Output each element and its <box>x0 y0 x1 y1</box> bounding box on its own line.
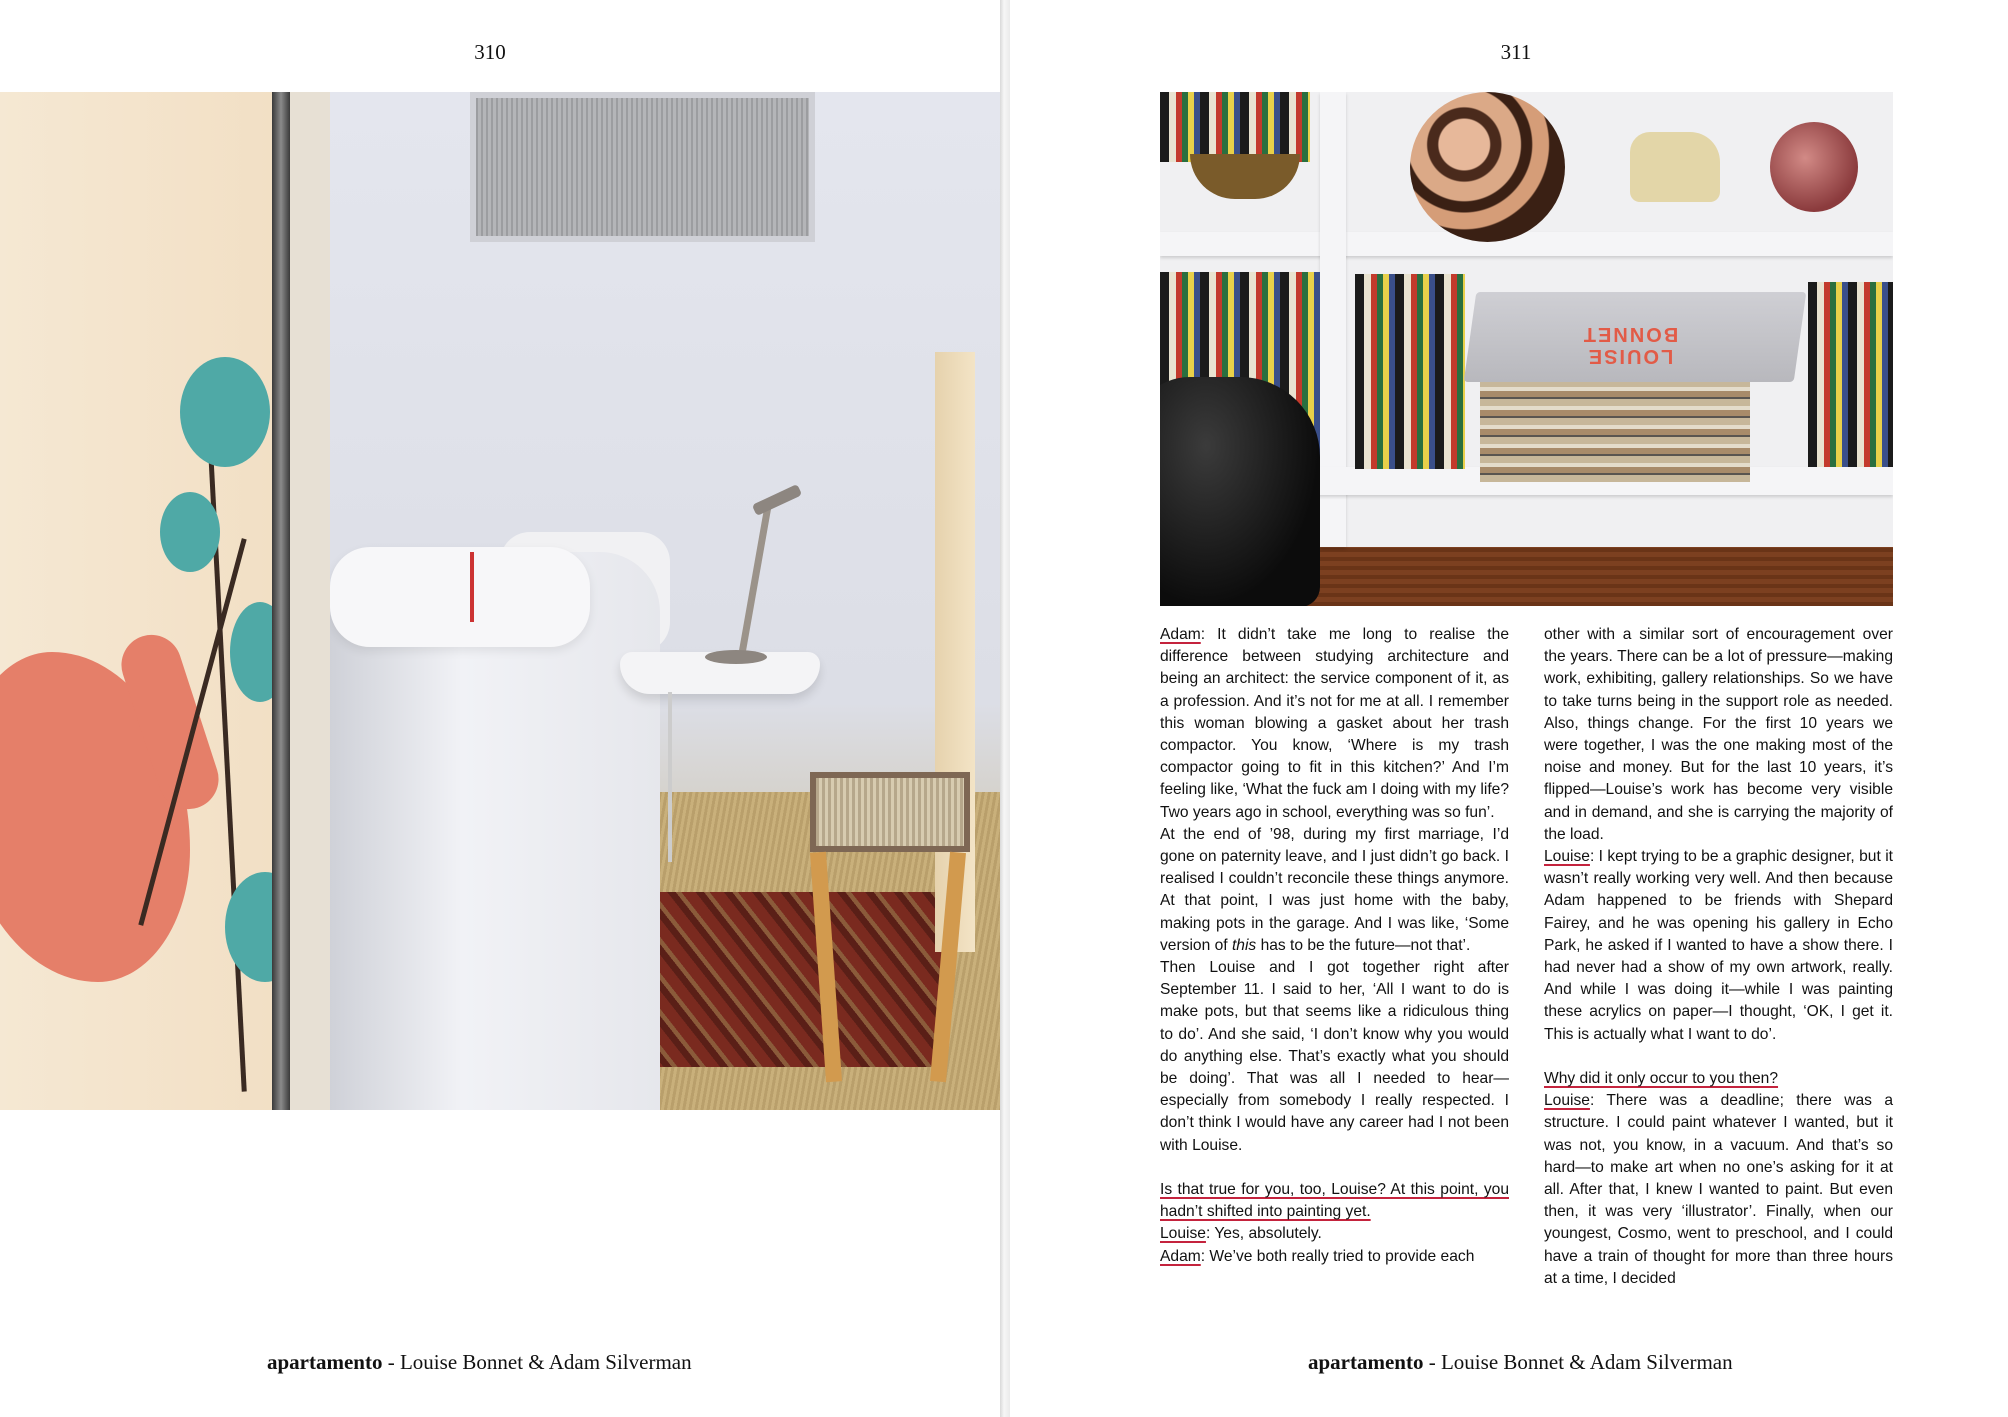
question <box>1160 1179 1509 1223</box>
page-number-left: 310 <box>474 40 506 64</box>
book-row <box>1160 92 1310 162</box>
screen-edge <box>290 92 330 1110</box>
desk-lamp <box>739 503 772 652</box>
paragraph: Then Louise and I got together right after September 11. I said to her, ‘All I want to do is make pots, but that seems like a ridiculous thing to do’. And she said, ‘I don’t know why you would do anything else. That’s exactly what you should be doing’. That was all I needed to hear—especially from somebody I really respected. I don’t think I would have any career had I not been with Louise. <box>1160 959 1509 1154</box>
footer-magazine: apartamento <box>1308 1350 1424 1374</box>
answer-text: : We’ve both really tried to provide each <box>1200 1247 1475 1265</box>
ceramic-globe <box>1410 92 1565 242</box>
paragraph <box>1160 1246 1509 1268</box>
paragraph <box>1160 624 1509 824</box>
answer-text: : I kept trying to be a graphic designer, but it wasn’t really working very well. And then because Adam happened to be friends with Shepard Fairey, and he was opening his gallery in Echo Park, he asked if I wanted to have a show there. I had never had a show of my own artwork, really. And while I was doing it—while I was painting these acrylics on paper—I thought, ‘OK, I get it. This is actually what I want to do’. <box>1544 848 1893 1043</box>
paragraph-gap <box>1160 1157 1509 1179</box>
question-text: Is that true for you, too, Louise? At this point, you hadn’t shifted into painting yet. <box>1160 1181 1509 1221</box>
paragraph <box>1544 1090 1893 1290</box>
wall-vent <box>470 92 815 242</box>
book-row <box>1355 274 1465 469</box>
bedroom-photo <box>0 92 1000 1110</box>
portfolio-title: LOUISE BONNET <box>1581 323 1679 367</box>
footer-magazine: apartamento <box>267 1350 383 1374</box>
left-page <box>0 0 1000 1417</box>
text-column-2 <box>1544 624 1893 1290</box>
leather-chair <box>1160 377 1320 606</box>
text-column-1 <box>1160 624 1509 1268</box>
answer-text: has to be the future—not that’. <box>1256 936 1471 954</box>
paragraph <box>1160 1223 1509 1245</box>
right-page <box>1010 0 2008 1417</box>
question-text: Why did it only occur to you then? <box>1544 1070 1779 1088</box>
question <box>1544 1068 1893 1090</box>
answer-text: : There was a deadline; there was a structure. I could paint whatever I wanted, but it was not, you know, in a vacuum. And that’s so hard—to make art when no one’s asking for it at all. After that, I knew I wanted to paint. But even then, it was very ‘illustrator’. Finally, when our youngest, Cosmo, went to preschool, and I could have a train of thought for more than three hours at a time, I decided <box>1544 1092 1893 1287</box>
screen-frame <box>272 92 290 1110</box>
footer-separator: - <box>382 1350 400 1374</box>
footer-subject: Louise Bonnet & Adam Silverman <box>399 1350 692 1374</box>
painted-tree <box>160 492 220 572</box>
spine-gutter <box>1000 0 1010 1417</box>
speaker-name: Adam <box>1160 1247 1201 1265</box>
footer-subject: Louise Bonnet & Adam Silverman <box>1440 1350 1733 1374</box>
paragraph: other with a similar sort of encouragement over the years. There can be a lot of pressure—making work, exhibiting, gallery relationships. So we have to take turns being in the support role as needed. Also, things change. For the first 10 years we were together, I was the one making most of the noise and money. But for the last 10 years, it’s flipped—Louise’s work has become very visible and in demand, and she is carrying the majority of the load. <box>1544 626 1893 843</box>
bookshelf-photo <box>1160 92 1893 606</box>
speaker-name: Louise <box>1544 848 1590 866</box>
paragraph-gap <box>1544 1046 1893 1068</box>
painted-folding-screen <box>0 92 290 1110</box>
answer-text: : It didn’t take me long to realise the difference between studying architecture and being an architect: the service component of it, as a profession. And it’s not for me at all. I remember this woman blowing a gasket about her trash compactor. You know, ‘Where is my trash compactor going to fit in this kitchen?’ And I’m feeling like, ‘What the fuck am I doing with my life? Two years ago in school, everything was so fun’. <box>1160 626 1509 821</box>
paragraph <box>1160 824 1509 957</box>
footer-right <box>1308 1350 1733 1375</box>
footer-separator: - <box>1423 1350 1441 1374</box>
speaker-name: Adam <box>1160 626 1201 643</box>
speaker-name: Louise <box>1544 1092 1590 1110</box>
pillow <box>330 547 590 647</box>
paragraph <box>1544 846 1893 1046</box>
brass-bowl <box>1190 154 1300 199</box>
shelf-board <box>1160 232 1893 256</box>
speaker-name: Louise <box>1160 1225 1206 1243</box>
pillow-stripe <box>470 552 474 622</box>
answer-text: At the end of ’98, during my first marriage, I’d gone on paternity leave, and I just didn’t go back. I realised I couldn’t reconcile these things anymore. At that point, I was just home with the baby, making pots in the garage. And I was like, ‘Some version of <box>1160 825 1509 954</box>
footer-left <box>267 1350 692 1375</box>
page-number-right: 311 <box>1500 40 1532 64</box>
painted-tree <box>180 357 270 467</box>
emphasis: this <box>1231 936 1257 954</box>
lamp-base <box>705 650 767 664</box>
book-stack <box>1480 382 1750 482</box>
ceramic-vase <box>1770 122 1858 212</box>
book-row <box>1808 282 1893 467</box>
answer-text: : Yes, absolutely. <box>1205 1225 1322 1243</box>
ceramic-bull <box>1630 132 1720 202</box>
woven-chair-seat <box>810 772 970 852</box>
lamp-head <box>752 484 802 516</box>
nightstand-leg <box>668 692 672 862</box>
